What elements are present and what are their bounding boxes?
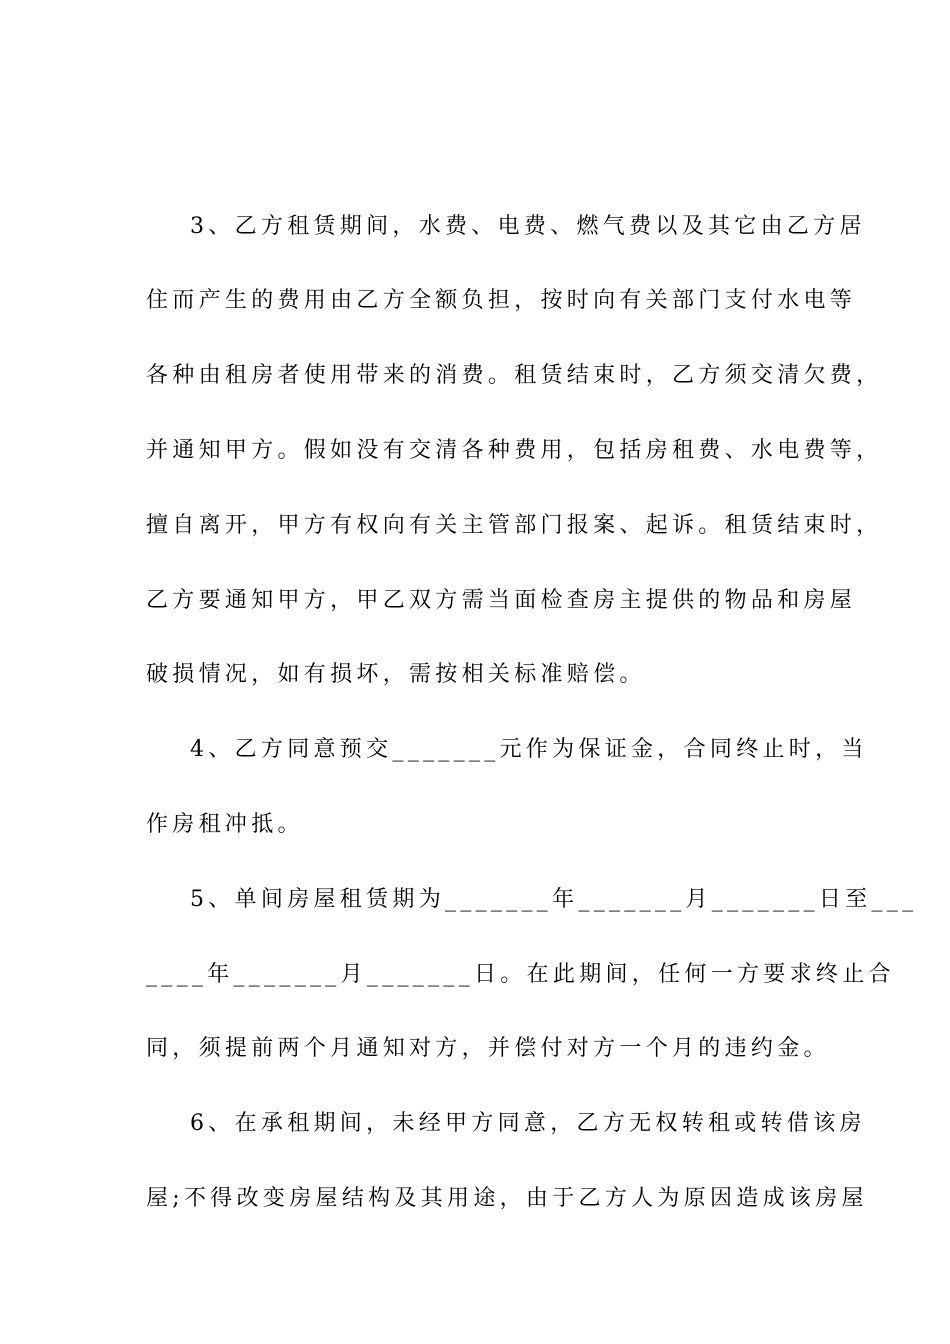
clause-3-line-5: 擅自离开，甲方有权向有关主管部门报案、起诉。租赁结束时，: [146, 513, 883, 538]
clause-3-line-1: 3、乙方租赁期间，水费、电费、燃气费以及其它由乙方居: [190, 214, 866, 239]
clause-5-line-1: 5、单间房屋租赁期为_______年_______月_______日至___: [190, 887, 918, 912]
clause-3-line-2: 住而产生的费用由乙方全额负担，按时向有关部门支付水电等: [146, 288, 857, 313]
clause-3-line-3: 各种由租房者使用带来的消费。租赁结束时，乙方须交清欠费，: [146, 363, 883, 388]
clause-5-line-3: 同，须提前两个月通知对方，并偿付对方一个月的违约金。: [146, 1036, 830, 1061]
clause-3-line-7: 破损情况，如有损坏，需按相关标准赔偿。: [146, 662, 646, 687]
clause-4-line-2: 作房租冲抵。: [146, 812, 304, 837]
clause-3-line-4: 并通知甲方。假如没有交清各种费用，包括房租费、水电费等，: [146, 438, 883, 463]
clause-3-line-6: 乙方要通知甲方，甲乙双方需当面检查房主提供的物品和房屋: [146, 588, 857, 613]
clause-5-line-2: ____年_______月_______日。在此期间，任何一方要求终止合: [146, 962, 895, 987]
clause-6-line-2: 屋;不得改变房屋结构及其用途，由于乙方人为原因造成该房屋: [146, 1186, 868, 1211]
clause-6-line-1: 6、在承租期间，未经甲方同意，乙方无权转租或转借该房: [190, 1111, 866, 1136]
clause-4-line-1: 4、乙方同意预交_______元作为保证金，合同终止时，当: [190, 737, 868, 762]
